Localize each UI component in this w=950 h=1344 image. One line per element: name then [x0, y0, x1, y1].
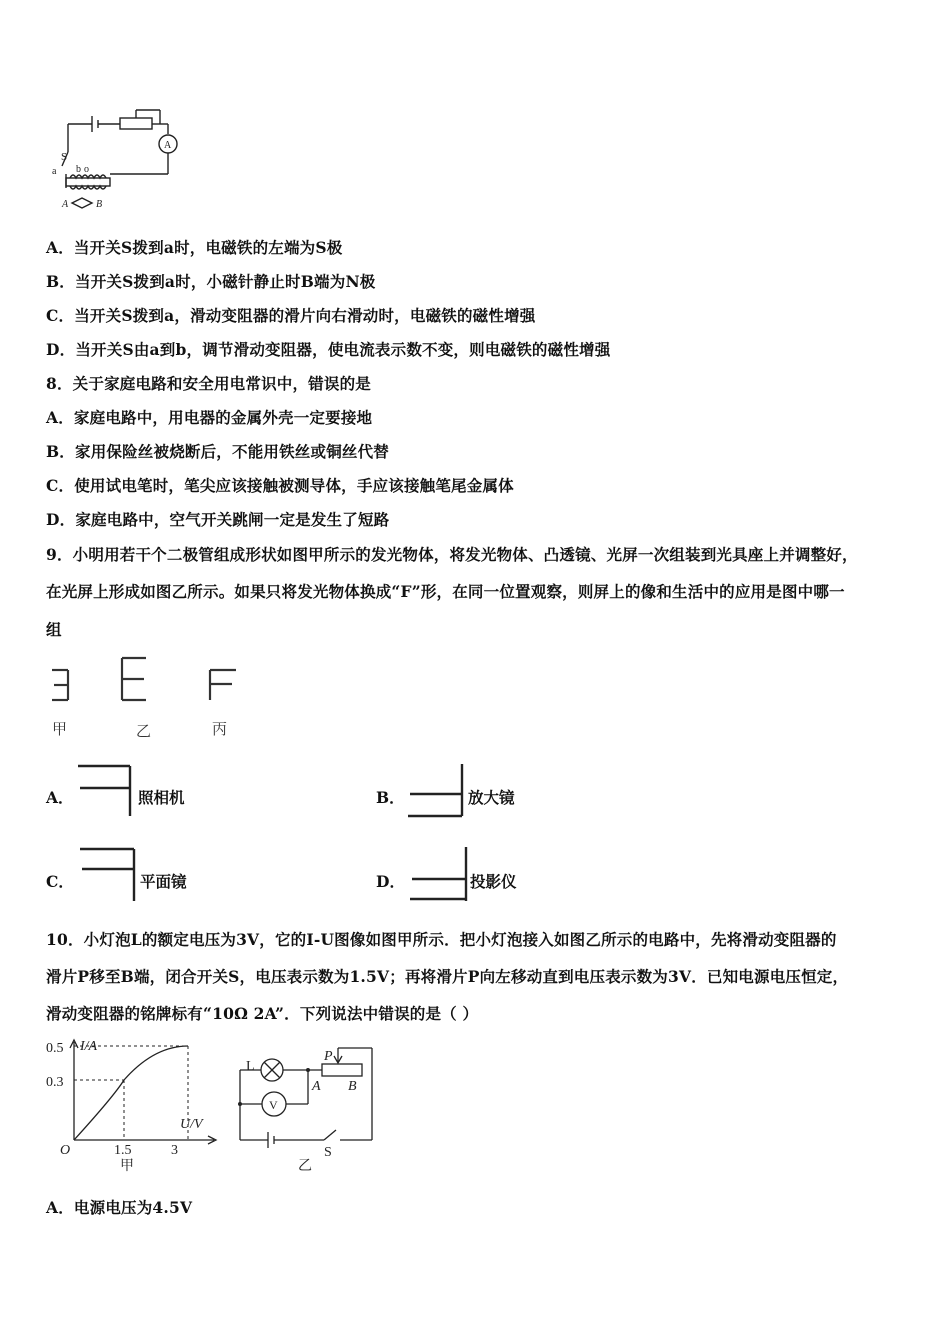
q10-graph-origin: O — [60, 1143, 71, 1158]
q9-option-b-letter: B． — [376, 788, 405, 807]
q9-option-d-letter: D． — [376, 872, 405, 891]
q8-option-a: A．家庭电路中，用电器的金属外壳一定要接地 — [46, 408, 373, 427]
q10-circuit-end-a: A — [312, 1079, 321, 1094]
q7-circuit-figure — [48, 100, 198, 212]
q9-option-c-label: 平面镜 — [140, 872, 187, 891]
q7-option-c: C．当开关S拨到a，滑动变阻器的滑片向右滑动时，电磁铁的磁性增强 — [46, 306, 536, 325]
q7-label-ammeter: A — [164, 140, 172, 151]
q10-circuit-switch-label: S — [324, 1145, 332, 1160]
q7-label-s: S — [61, 151, 68, 163]
q7-label-b: b — [76, 164, 81, 175]
q7-label-end-a: A — [62, 199, 69, 210]
q10-graph-tick-15: 1.5 — [114, 1143, 132, 1158]
q7-option-d: D．当开关S由a到b，调节滑动变阻器，使电流表示数不变，则电磁铁的磁性增强 — [46, 340, 611, 359]
q10-stem-line-3: 滑动变阻器的铭牌标有“10Ω 2A”．下列说法中错误的是（ ） — [46, 1004, 479, 1023]
q10-graph-tick-03: 0.3 — [46, 1075, 64, 1090]
q8-option-d: D．家庭电路中，空气开关跳闸一定是发生了短路 — [46, 510, 390, 529]
q10-stem-line-1: 10．小灯泡L的额定电压为3V，它的I-U图像如图甲所示．把小灯泡接入如图乙所示的电路中，先将滑动变阻器的 — [46, 930, 837, 949]
q9-caption-yi: 乙 — [136, 724, 152, 740]
q10-graph-y-label: I/A — [80, 1039, 98, 1054]
q9-option-b-image — [404, 760, 468, 820]
q9-caption-bing: 丙 — [212, 722, 228, 738]
q10-iu-graph — [44, 1036, 224, 1176]
q10-graph-tick-05: 0.5 — [46, 1041, 64, 1056]
q9-caption-jia: 甲 — [52, 722, 68, 738]
q9-stem-line-2: 在光屏上形成如图乙所示。如果只将发光物体换成“F”形，在同一位置观察，则屏上的像和生活中的应用是图中哪一 — [46, 582, 845, 601]
q9-stem-line-1: 9．小明用若干个二极管组成形状如图甲所示的发光物体，将发光物体、凸透镜、光屏一次组装到光具座上并调整好， — [46, 545, 858, 564]
q10-circuit-caption: 乙 — [298, 1159, 312, 1174]
q9-option-a-image — [76, 760, 136, 820]
q9-stem-line-3: 组 — [46, 620, 62, 639]
q7-label-o: o — [84, 164, 89, 175]
q9-shapes-figure — [44, 652, 254, 744]
q7-option-b: B．当开关S拨到a时，小磁针静止时B端为N极 — [46, 272, 376, 291]
q9-option-c-letter: C． — [46, 872, 74, 891]
q7-option-a: A．当开关S拨到a时，电磁铁的左端为S极 — [46, 238, 343, 257]
q7-label-a: a — [52, 166, 57, 177]
q7-label-end-b: B — [96, 199, 103, 210]
q9-option-b-label: 放大镜 — [468, 788, 515, 807]
q10-circuit-voltmeter-label: V — [269, 1098, 278, 1112]
q8-option-c: C．使用试电笔时，笔尖应该接触被测导体，手应该接触笔尾金属体 — [46, 476, 514, 495]
q10-circuit-figure — [228, 1040, 388, 1176]
q9-option-d-image — [406, 843, 470, 903]
q10-graph-x-label: U/V — [180, 1117, 203, 1132]
q10-option-a: A．电源电压为4.5V — [46, 1198, 193, 1217]
q9-option-a-label: 照相机 — [138, 788, 185, 807]
q9-option-d-label: 投影仪 — [470, 872, 517, 891]
q8-option-b: B．家用保险丝被烧断后，不能用铁丝或铜丝代替 — [46, 442, 390, 461]
q10-stem-line-2: 滑片P移至B端，闭合开关S，电压表示数为1.5V；再将滑片P向左移动直到电压表示数为3V．已知电源电压恒定， — [46, 967, 849, 986]
q10-graph-caption: 甲 — [120, 1159, 134, 1174]
q10-circuit-end-b: B — [348, 1079, 357, 1094]
q10-circuit-lamp-label: L — [246, 1059, 255, 1074]
q8-stem: 8．关于家庭电路和安全用电常识中，错误的是 — [46, 374, 371, 393]
q10-circuit-slider-label: P — [324, 1049, 333, 1064]
q10-graph-tick-3: 3 — [171, 1143, 178, 1158]
q9-option-c-image — [76, 843, 140, 903]
q9-option-a-letter: A． — [46, 788, 74, 807]
